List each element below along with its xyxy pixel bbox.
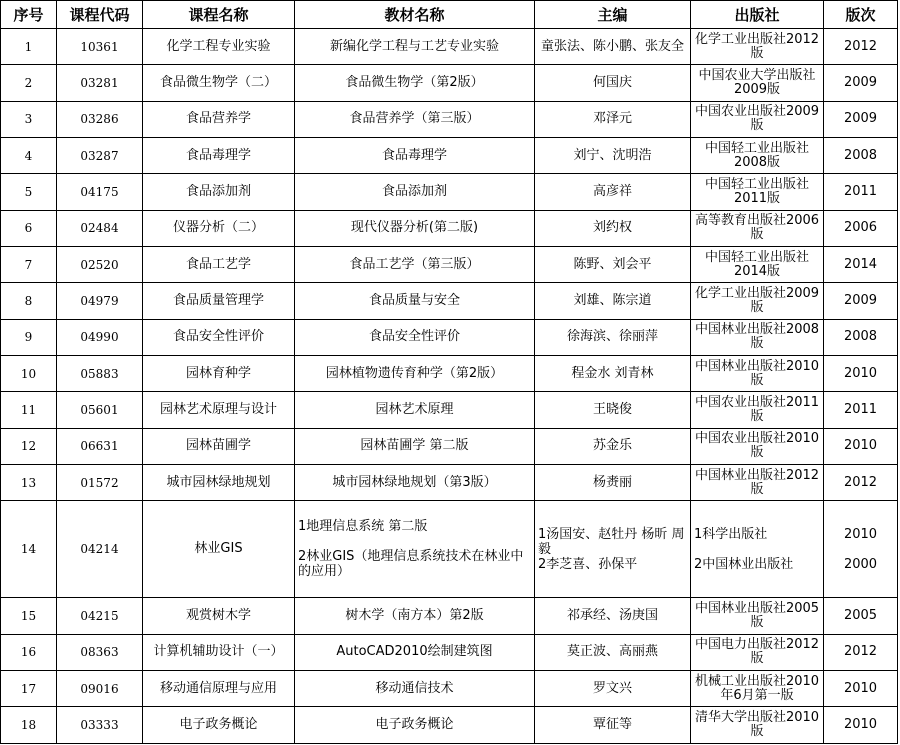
cell-editor: 刘雄、陈宗道 bbox=[535, 283, 691, 319]
cell-no: 13 bbox=[1, 465, 57, 501]
cell-book: 新编化学工程与工艺专业实验 bbox=[295, 29, 535, 65]
table-row bbox=[1, 247, 898, 283]
table-row bbox=[1, 210, 898, 246]
cell-year: 2008 bbox=[824, 319, 898, 355]
table-row bbox=[1, 465, 898, 501]
cell-year: 2006 bbox=[824, 210, 898, 246]
cell-code: 02520 bbox=[57, 247, 143, 283]
header-no: 序号 bbox=[1, 1, 57, 29]
cell-publisher: 高等教育出版社2006版 bbox=[691, 210, 824, 246]
cell-no: 6 bbox=[1, 210, 57, 246]
table-row bbox=[1, 29, 898, 65]
cell-editor: 祁承经、汤庚国 bbox=[535, 598, 691, 634]
cell-book: 食品安全性评价 bbox=[295, 319, 535, 355]
table-row bbox=[1, 671, 898, 707]
header-year: 版次 bbox=[824, 1, 898, 29]
cell-publisher: 中国轻工业出版社 2014版 bbox=[691, 247, 824, 283]
cell-no: 8 bbox=[1, 283, 57, 319]
cell-code: 03286 bbox=[57, 101, 143, 137]
cell-year: 2011 bbox=[824, 392, 898, 428]
cell-editor: 覃征等 bbox=[535, 707, 691, 744]
table-row bbox=[1, 634, 898, 670]
cell-publisher: 中国电力出版社2012版 bbox=[691, 634, 824, 670]
cell-course: 食品微生物学（二） bbox=[143, 65, 295, 101]
cell-year: 2005 bbox=[824, 598, 898, 634]
cell-code: 03281 bbox=[57, 65, 143, 101]
cell-no: 7 bbox=[1, 247, 57, 283]
cell-editor: 刘宁、沈明浩 bbox=[535, 138, 691, 174]
cell-no: 16 bbox=[1, 634, 57, 670]
cell-course: 园林艺术原理与设计 bbox=[143, 392, 295, 428]
cell-publisher: 清华大学出版社2010版 bbox=[691, 707, 824, 744]
cell-book: 园林苗圃学 第二版 bbox=[295, 428, 535, 464]
cell-book: 食品质量与安全 bbox=[295, 283, 535, 319]
book-line-1: 1地理信息系统 第二版 bbox=[298, 519, 428, 535]
cell-editor: 徐海滨、徐丽萍 bbox=[535, 319, 691, 355]
cell-code: 04990 bbox=[57, 319, 143, 355]
cell-book: 食品微生物学（第2版） bbox=[295, 65, 535, 101]
cell-course: 食品营养学 bbox=[143, 101, 295, 137]
table-row bbox=[1, 174, 898, 210]
cell-year: 2012 bbox=[824, 634, 898, 670]
cell-year: 2012 bbox=[824, 465, 898, 501]
cell-book: 园林植物遗传育种学（第2版） bbox=[295, 356, 535, 392]
cell-year: 2011 bbox=[824, 174, 898, 210]
cell-code: 10361 bbox=[57, 29, 143, 65]
cell-no: 14 bbox=[1, 501, 57, 598]
cell-year: 2010 bbox=[824, 356, 898, 392]
cell-editor: 邓泽元 bbox=[535, 101, 691, 137]
table-row bbox=[1, 283, 898, 319]
cell-no: 17 bbox=[1, 671, 57, 707]
cell-book: 食品毒理学 bbox=[295, 138, 535, 174]
cell-publisher: 机械工业出版社2010年6月第一版 bbox=[691, 671, 824, 707]
cell-no: 1 bbox=[1, 29, 57, 65]
cell-code: 04214 bbox=[57, 501, 143, 598]
header-editor: 主编 bbox=[535, 1, 691, 29]
cell-no: 15 bbox=[1, 598, 57, 634]
cell-editor: 童张法、陈小鹏、张友全 bbox=[535, 29, 691, 65]
cell-code: 05883 bbox=[57, 356, 143, 392]
cell-book bbox=[295, 501, 535, 598]
editor-line-2: 2李芝喜、孙保平 bbox=[538, 556, 638, 572]
cell-code: 09016 bbox=[57, 671, 143, 707]
cell-year: 2008 bbox=[824, 138, 898, 174]
cell-no: 3 bbox=[1, 101, 57, 137]
cell-editor: 苏金乐 bbox=[535, 428, 691, 464]
publisher-line-2: 2中国林业出版社 bbox=[694, 556, 794, 572]
table-row bbox=[1, 501, 898, 598]
cell-book: 食品添加剂 bbox=[295, 174, 535, 210]
cell-publisher: 中国林业出版社2012版 bbox=[691, 465, 824, 501]
cell-editor: 罗文兴 bbox=[535, 671, 691, 707]
cell-book: 园林艺术原理 bbox=[295, 392, 535, 428]
header-book: 教材名称 bbox=[295, 1, 535, 29]
table-row bbox=[1, 428, 898, 464]
cell-publisher: 中国林业出版社2010版 bbox=[691, 356, 824, 392]
cell-year: 2009 bbox=[824, 101, 898, 137]
cell-editor: 杨赉丽 bbox=[535, 465, 691, 501]
cell-code: 03333 bbox=[57, 707, 143, 744]
header-course: 课程名称 bbox=[143, 1, 295, 29]
cell-year: 2010 bbox=[824, 428, 898, 464]
cell-code: 06631 bbox=[57, 428, 143, 464]
cell-course: 食品安全性评价 bbox=[143, 319, 295, 355]
cell-publisher: 中国农业出版社2011版 bbox=[691, 392, 824, 428]
cell-code: 03287 bbox=[57, 138, 143, 174]
cell-year: 2009 bbox=[824, 283, 898, 319]
cell-year: 2012 bbox=[824, 29, 898, 65]
table-row bbox=[1, 356, 898, 392]
cell-code: 04175 bbox=[57, 174, 143, 210]
cell-course: 食品添加剂 bbox=[143, 174, 295, 210]
cell-publisher: 中国农业出版社2010版 bbox=[691, 428, 824, 464]
year-line-2: 2000 bbox=[843, 556, 878, 572]
editor-line-1: 1汤国安、赵牡丹 杨昕 周毅 bbox=[538, 526, 685, 557]
cell-book: 现代仪器分析(第二版) bbox=[295, 210, 535, 246]
cell-course: 仪器分析（二） bbox=[143, 210, 295, 246]
cell-editor: 程金水 刘青林 bbox=[535, 356, 691, 392]
cell-book: 电子政务概论 bbox=[295, 707, 535, 744]
cell-editor: 何国庆 bbox=[535, 65, 691, 101]
cell-code: 08363 bbox=[57, 634, 143, 670]
cell-editor bbox=[535, 501, 691, 598]
cell-no: 10 bbox=[1, 356, 57, 392]
cell-course: 电子政务概论 bbox=[143, 707, 295, 744]
cell-publisher: 中国农业大学出版社 2009版 bbox=[691, 65, 824, 101]
cell-no: 11 bbox=[1, 392, 57, 428]
cell-no: 4 bbox=[1, 138, 57, 174]
cell-course: 观赏树木学 bbox=[143, 598, 295, 634]
cell-editor: 高彦祥 bbox=[535, 174, 691, 210]
publisher-line-1: 1科学出版社 bbox=[694, 526, 768, 542]
table-row bbox=[1, 319, 898, 355]
header-publisher: 出版社 bbox=[691, 1, 824, 29]
cell-code: 01572 bbox=[57, 465, 143, 501]
cell-editor: 陈野、刘会平 bbox=[535, 247, 691, 283]
cell-book: 城市园林绿地规划（第3版） bbox=[295, 465, 535, 501]
cell-year: 2014 bbox=[824, 247, 898, 283]
cell-year: 2010 bbox=[824, 707, 898, 744]
cell-book: 食品营养学（第三版） bbox=[295, 101, 535, 137]
cell-year bbox=[824, 501, 898, 598]
table-row bbox=[1, 598, 898, 634]
cell-course: 食品质量管理学 bbox=[143, 283, 295, 319]
cell-course: 化学工程专业实验 bbox=[143, 29, 295, 65]
table-row bbox=[1, 392, 898, 428]
table-row bbox=[1, 138, 898, 174]
cell-publisher: 化学工业出版社2012版 bbox=[691, 29, 824, 65]
header-code: 课程代码 bbox=[57, 1, 143, 29]
year-line-1: 2010 bbox=[843, 526, 878, 542]
cell-course: 计算机辅助设计（一） bbox=[143, 634, 295, 670]
cell-book: AutoCAD2010绘制建筑图 bbox=[295, 634, 535, 670]
cell-no: 5 bbox=[1, 174, 57, 210]
cell-publisher: 中国农业出版社2009版 bbox=[691, 101, 824, 137]
cell-course: 移动通信原理与应用 bbox=[143, 671, 295, 707]
cell-publisher: 中国林业出版社2005版 bbox=[691, 598, 824, 634]
cell-year: 2010 bbox=[824, 671, 898, 707]
cell-book: 树木学（南方本）第2版 bbox=[295, 598, 535, 634]
cell-publisher bbox=[691, 501, 824, 598]
table-row bbox=[1, 707, 898, 744]
cell-course: 城市园林绿地规划 bbox=[143, 465, 295, 501]
table-row bbox=[1, 65, 898, 101]
cell-publisher: 中国轻工业出版社 2008版 bbox=[691, 138, 824, 174]
cell-book: 移动通信技术 bbox=[295, 671, 535, 707]
header-row bbox=[1, 1, 898, 29]
cell-course: 园林育种学 bbox=[143, 356, 295, 392]
cell-no: 12 bbox=[1, 428, 57, 464]
cell-editor: 王晓俊 bbox=[535, 392, 691, 428]
cell-course: 食品毒理学 bbox=[143, 138, 295, 174]
cell-code: 04215 bbox=[57, 598, 143, 634]
cell-no: 18 bbox=[1, 707, 57, 744]
cell-year: 2009 bbox=[824, 65, 898, 101]
cell-publisher: 化学工业出版社2009版 bbox=[691, 283, 824, 319]
cell-editor: 莫正波、高丽燕 bbox=[535, 634, 691, 670]
cell-code: 05601 bbox=[57, 392, 143, 428]
cell-code: 04979 bbox=[57, 283, 143, 319]
cell-editor: 刘约权 bbox=[535, 210, 691, 246]
cell-code: 02484 bbox=[57, 210, 143, 246]
cell-publisher: 中国林业出版社2008版 bbox=[691, 319, 824, 355]
cell-no: 9 bbox=[1, 319, 57, 355]
table-row bbox=[1, 101, 898, 137]
cell-no: 2 bbox=[1, 65, 57, 101]
cell-publisher: 中国轻工业出版社 2011版 bbox=[691, 174, 824, 210]
cell-book: 食品工艺学（第三版） bbox=[295, 247, 535, 283]
cell-course: 林业GIS bbox=[143, 501, 295, 598]
cell-course: 园林苗圃学 bbox=[143, 428, 295, 464]
book-line-2: 2林业GIS（地理信息系统技术在林业中的应用） bbox=[298, 549, 524, 580]
cell-course: 食品工艺学 bbox=[143, 247, 295, 283]
